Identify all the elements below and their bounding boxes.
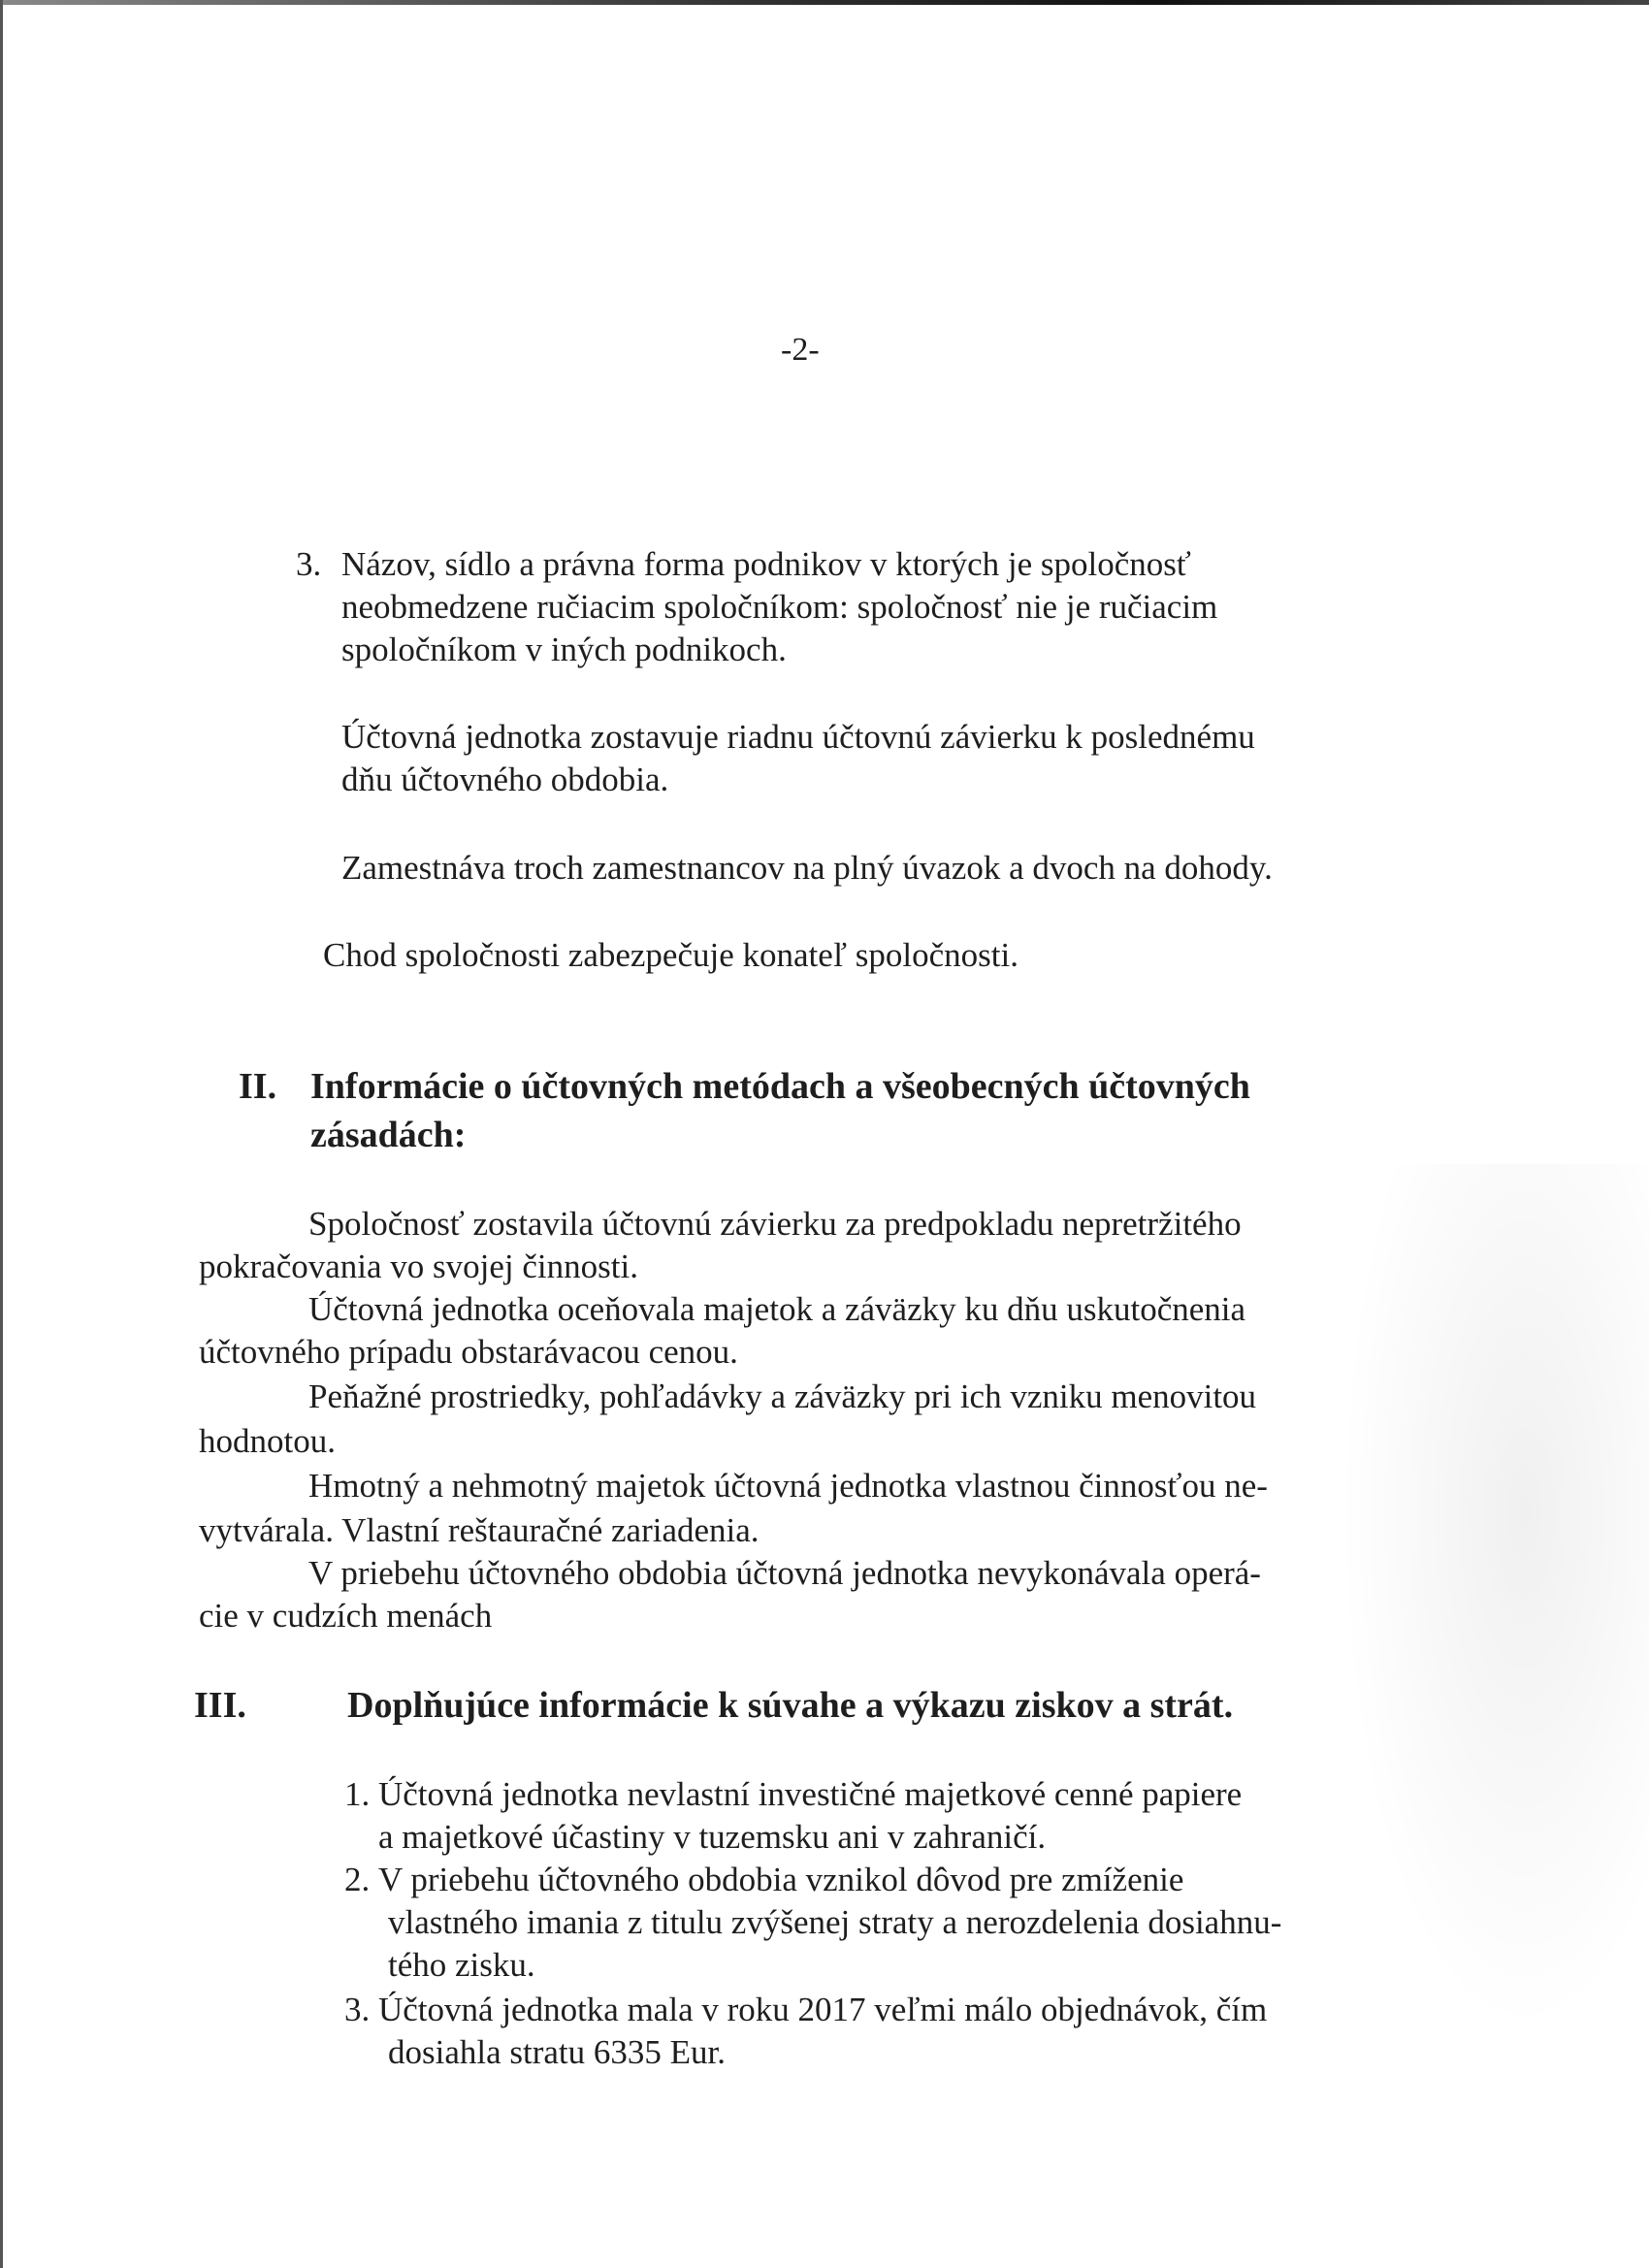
section-iii-item-2-line-3: tého zisku. xyxy=(388,1946,535,1984)
section-ii-line: pokračovania vo svojej činnosti. xyxy=(199,1247,638,1285)
section-iii-title: Doplňujúce informácie k súvahe a výkazu ziskov a strát. xyxy=(347,1685,1234,1726)
scan-top-edge xyxy=(0,0,1649,5)
section-iii-item-1-line-2: a majetkové účastiny v tuzemsku ani v zahraničí. xyxy=(378,1818,1047,1856)
item-3-line-3: spoločníkom v iných podnikoch. xyxy=(341,631,787,668)
list-number: 3. xyxy=(344,1991,371,2028)
list-number: 2. xyxy=(344,1861,371,1898)
list-number: 1. xyxy=(344,1775,371,1813)
section-iii-item-2-line-1: V priebehu účtovného obdobia vznikol dôvod pre zmíženie xyxy=(378,1861,1184,1898)
section-ii-numeral: II. xyxy=(239,1066,277,1107)
section-ii-line: Účtovná jednotka oceňovala majetok a záväzky ku dňu uskutočnenia xyxy=(308,1290,1246,1328)
paragraph-employees: Zamestnáva troch zamestnancov na plný úvazok a dvoch na dohody. xyxy=(341,849,1273,887)
page-number: -2- xyxy=(781,332,820,368)
list-number: 3. xyxy=(296,545,322,583)
section-ii-line: Hmotný a nehmotný majetok účtovná jednotka vlastnou činnosťou ne- xyxy=(308,1467,1268,1505)
section-ii-line: Peňažné prostriedky, pohľadávky a záväzky pri ich vzniku menovitou xyxy=(308,1377,1257,1415)
section-iii-item-1-line-1: Účtovná jednotka nevlastní investičné majetkové cenné papiere xyxy=(378,1775,1243,1813)
paragraph-management: Chod spoločnosti zabezpečuje konateľ spoločnosti. xyxy=(323,936,1018,974)
section-iii-item-3-line-2: dosiahla stratu 6335 Eur. xyxy=(388,2033,727,2071)
section-iii-item-2-line-2: vlastného imania z titulu zvýšenej straty a nerozdelenia dosiahnu- xyxy=(388,1903,1282,1941)
section-ii-line: cie v cudzích menách xyxy=(199,1597,493,1635)
item-3-line-1: Názov, sídlo a právna forma podnikov v ktorých je spoločnosť xyxy=(341,545,1191,583)
paragraph-closing-line-2: dňu účtovného obdobia. xyxy=(341,761,669,798)
section-ii-line: účtovného prípadu obstarávacou cenou. xyxy=(199,1333,738,1371)
section-ii-line: hodnotou. xyxy=(199,1422,336,1460)
section-ii-title-line-1: Informácie o účtovných metódach a všeobecných účtovných xyxy=(310,1066,1250,1107)
scan-shadow xyxy=(1339,1164,1649,2037)
section-ii-line: V priebehu účtovného obdobia účtovná jednotka nevykonávala operá- xyxy=(308,1554,1261,1592)
paragraph-closing-line-1: Účtovná jednotka zostavuje riadnu účtovnú závierku k poslednému xyxy=(341,718,1255,756)
section-iii-numeral: III. xyxy=(194,1685,246,1726)
section-ii-line: Spoločnosť zostavila účtovnú závierku za predpokladu nepretržitého xyxy=(308,1205,1242,1243)
section-iii-item-3-line-1: Účtovná jednotka mala v roku 2017 veľmi málo objednávok, čím xyxy=(378,1991,1268,2028)
section-ii-line: vytvárala. Vlastní reštauračné zariadenia. xyxy=(199,1511,760,1549)
section-ii-title-line-2: zásadách: xyxy=(310,1115,467,1155)
scan-left-edge xyxy=(0,0,3,2268)
item-3-line-2: neobmedzene ručiacim spoločníkom: spoločnosť nie je ručiacim xyxy=(341,588,1218,626)
